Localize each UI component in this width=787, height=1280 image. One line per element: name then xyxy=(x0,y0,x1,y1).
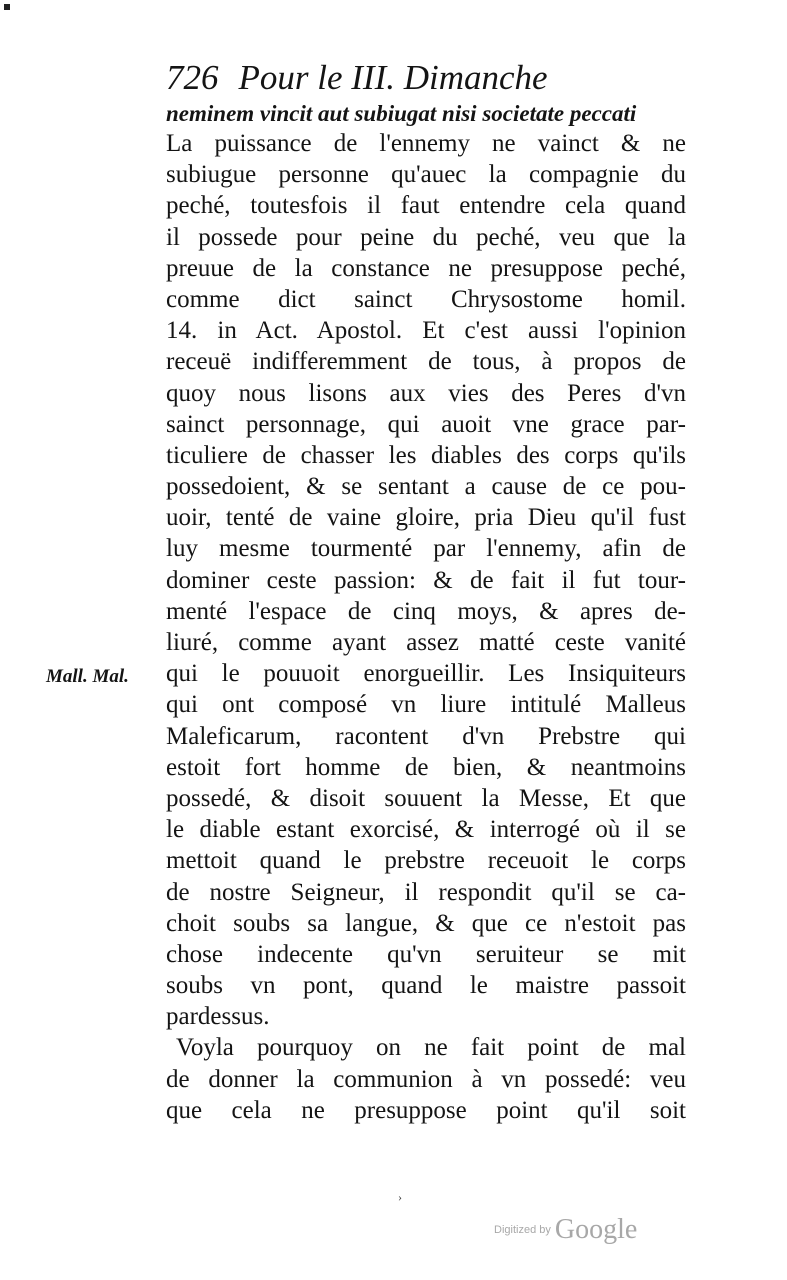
text-line: mettoit quand le prebstre receuoit le corps xyxy=(166,847,686,875)
digitization-watermark xyxy=(494,1214,637,1246)
text-line: preuue de la constance ne presuppose peché, xyxy=(166,254,686,282)
text-line: uoir, tenté de vaine gloire, pria Dieu qu'il fust xyxy=(166,504,686,532)
running-title: Pour le III. Dimanche xyxy=(238,58,548,97)
text-line: que cela ne presuppose point qu'il soit xyxy=(166,1096,686,1124)
text-line: dominer ceste passion: & de fait il fut tour- xyxy=(166,566,686,594)
text-line: choit soubs sa langue, & que ce n'estoit pas xyxy=(166,909,686,937)
running-head xyxy=(166,56,666,100)
watermark-prefix: Digitized by xyxy=(494,1224,551,1236)
text-line: soubs vn pont, quand le maistre passoit xyxy=(166,972,686,1000)
page-number: 726 xyxy=(166,58,219,97)
text-line: Maleficarum, racontent d'vn Prebstre qui xyxy=(166,722,686,750)
text-line: quoy nous lisons aux vies des Peres d'vn xyxy=(166,379,686,407)
text-line: qui ont composé vn liure intitulé Malleus xyxy=(166,691,686,719)
text-line: sainct personnage, qui auoit vne grace par- xyxy=(166,410,686,438)
text-line: La puissance de l'ennemy ne vainct & ne xyxy=(166,130,686,157)
text-line: de nostre Seigneur, il respondit qu'il se ca- xyxy=(166,878,686,906)
text-line: luy mesme tourmenté par l'ennemy, afin de xyxy=(166,535,686,563)
text-line: chose indecente qu'vn seruiteur se mit xyxy=(166,940,686,968)
text-line: peché, toutesfois il faut entendre cela quand xyxy=(166,192,686,220)
text-line: Voyla pourquoy on ne fait point de mal xyxy=(176,1034,686,1062)
text-line: pardessus. xyxy=(166,1003,270,1031)
text-line: possedé, & disoit souuent la Messe, Et que xyxy=(166,784,686,812)
text-line: il possede pour peine du peché, veu que la xyxy=(166,223,686,251)
text-line: receuë indifferemment de tous, à propos de xyxy=(166,348,686,376)
marginal-note: Mall. Mal. xyxy=(46,666,129,687)
text-line: estoit fort homme de bien, & neantmoins xyxy=(166,753,686,781)
text-line: 14. in Act. Apostol. Et c'est aussi l'opinion xyxy=(166,317,686,345)
text-line: liuré, comme ayant assez matté ceste vanité xyxy=(166,629,686,656)
text-line: qui le pouuoit enorgueillir. Les Insiquiteurs xyxy=(166,660,686,688)
text-line: comme dict sainct Chrysostome homil. xyxy=(166,285,686,313)
text-line: possedoient, & se sentant a cause de ce pou- xyxy=(166,473,686,501)
watermark-brand: Google xyxy=(554,1214,638,1245)
text-line: le diable estant exorcisé, & interrogé où il se xyxy=(166,816,686,844)
body-text xyxy=(166,128,686,1126)
text-line: de donner la communion à vn possedé: veu xyxy=(166,1065,686,1093)
text-line: subiugue personne qu'auec la compagnie du xyxy=(166,161,686,189)
text-line: ticuliere de chasser les diables des corps qu'ils xyxy=(166,441,686,469)
corner-mark xyxy=(4,4,10,10)
catchline-text: neminem vincit aut subiugat nisi societate peccati xyxy=(166,101,637,126)
text-line: menté l'espace de cinq moys, & apres de- xyxy=(166,597,686,625)
stray-mark: › xyxy=(398,1190,402,1204)
